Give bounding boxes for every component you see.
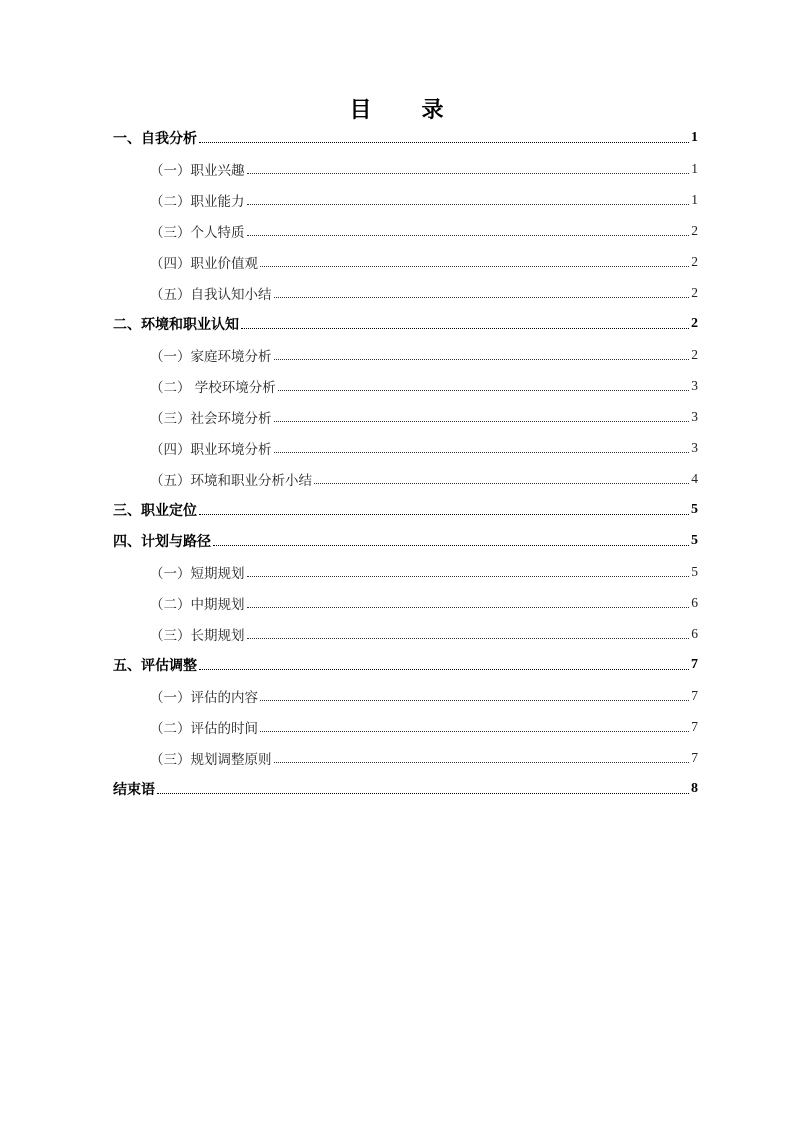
toc-dot-leader: [199, 514, 689, 515]
toc-entry-label: （五）环境和职业分析小结: [150, 472, 312, 489]
toc-page-number: 5: [691, 563, 698, 579]
toc-dot-leader: [247, 638, 690, 639]
toc-entry-label: （四）职业价值观: [150, 255, 258, 272]
toc-dot-leader: [213, 545, 689, 546]
toc-dot-leader: [241, 328, 689, 329]
toc-dot-leader: [247, 204, 690, 205]
toc-title: 目 录: [349, 97, 458, 123]
toc-entry-label: （三）长期规划: [150, 627, 245, 644]
toc-subsection-entry[interactable]: [113, 432, 698, 463]
toc-subsection-entry[interactable]: [113, 618, 698, 649]
toc-page-number: 8: [691, 780, 698, 796]
toc-entry-label: （二） 学校环境分析: [150, 379, 276, 396]
toc-dot-leader: [247, 576, 690, 577]
toc-dot-leader: [274, 452, 690, 453]
toc-page-number: 2: [691, 222, 698, 238]
toc-page-number: 7: [691, 718, 698, 734]
toc-subsection-entry[interactable]: [113, 277, 698, 308]
toc-entry-label: 五、评估调整: [113, 657, 197, 674]
toc-section-entry[interactable]: [113, 773, 698, 804]
toc-section-entry[interactable]: [113, 122, 698, 153]
toc-page-number: 2: [691, 284, 698, 300]
toc-page-number: 2: [691, 346, 698, 362]
toc-dot-leader: [247, 607, 690, 608]
toc-section-entry[interactable]: [113, 525, 698, 556]
toc-entry-label: 一、自我分析: [113, 130, 197, 147]
toc-page-number: 7: [691, 656, 698, 672]
toc-subsection-entry[interactable]: [113, 463, 698, 494]
toc-entry-label: （一）职业兴趣: [150, 162, 245, 179]
toc-page-number: 2: [691, 253, 698, 269]
toc-page-number: 7: [691, 687, 698, 703]
toc-entry-label: 三、职业定位: [113, 502, 197, 519]
toc-page-number: 6: [691, 594, 698, 610]
toc-entry-label: 二、环境和职业认知: [113, 316, 239, 333]
toc-page-number: 3: [691, 439, 698, 455]
toc-entry-label: （三）规划调整原则: [150, 751, 272, 768]
toc-dot-leader: [260, 731, 689, 732]
toc-page-number: 3: [691, 408, 698, 424]
toc-dot-leader: [274, 421, 690, 422]
toc-page-number: 5: [691, 501, 698, 517]
toc-page-number: 5: [691, 532, 698, 548]
toc-section-entry[interactable]: [113, 308, 698, 339]
toc-entry-label: （一）评估的内容: [150, 689, 258, 706]
toc-dot-leader: [157, 793, 689, 794]
toc-entry-label: （二）评估的时间: [150, 720, 258, 737]
toc-subsection-entry[interactable]: [113, 339, 698, 370]
toc-list: [113, 122, 698, 804]
toc-section-entry[interactable]: [113, 649, 698, 680]
toc-dot-leader: [278, 390, 689, 391]
toc-entry-label: （五）自我认知小结: [150, 286, 272, 303]
toc-page-number: 1: [691, 191, 698, 207]
toc-subsection-entry[interactable]: [113, 742, 698, 773]
toc-page-number: 1: [691, 160, 698, 176]
toc-subsection-entry[interactable]: [113, 370, 698, 401]
toc-dot-leader: [247, 235, 690, 236]
toc-dot-leader: [274, 297, 690, 298]
toc-entry-label: 四、计划与路径: [113, 533, 211, 550]
toc-entry-label: （一）家庭环境分析: [150, 348, 272, 365]
toc-page-number: 6: [691, 625, 698, 641]
toc-dot-leader: [314, 483, 689, 484]
toc-entry-label: （三）社会环境分析: [150, 410, 272, 427]
toc-entry-label: （一）短期规划: [150, 565, 245, 582]
toc-entry-label: 结束语: [113, 781, 155, 798]
toc-page-number: 3: [691, 377, 698, 393]
toc-subsection-entry[interactable]: [113, 184, 698, 215]
toc-entry-label: （三）个人特质: [150, 224, 245, 241]
toc-dot-leader: [199, 142, 689, 143]
toc-dot-leader: [260, 700, 689, 701]
toc-page-number: 4: [691, 470, 698, 486]
toc-entry-label: （四）职业环境分析: [150, 441, 272, 458]
toc-subsection-entry[interactable]: [113, 215, 698, 246]
toc-page-number: 1: [691, 129, 698, 145]
toc-dot-leader: [274, 359, 690, 360]
toc-subsection-entry[interactable]: [113, 401, 698, 432]
toc-subsection-entry[interactable]: [113, 556, 698, 587]
toc-page-number: 7: [691, 749, 698, 765]
toc-dot-leader: [274, 762, 690, 763]
toc-subsection-entry[interactable]: [113, 587, 698, 618]
toc-subsection-entry[interactable]: [113, 711, 698, 742]
toc-section-entry[interactable]: [113, 494, 698, 525]
toc-dot-leader: [247, 173, 690, 174]
toc-entry-label: （二）中期规划: [150, 596, 245, 613]
toc-dot-leader: [260, 266, 689, 267]
toc-subsection-entry[interactable]: [113, 153, 698, 184]
toc-dot-leader: [199, 669, 689, 670]
toc-subsection-entry[interactable]: [113, 680, 698, 711]
toc-page-number: 2: [691, 315, 698, 331]
toc-entry-label: （二）职业能力: [150, 193, 245, 210]
toc-subsection-entry[interactable]: [113, 246, 698, 277]
